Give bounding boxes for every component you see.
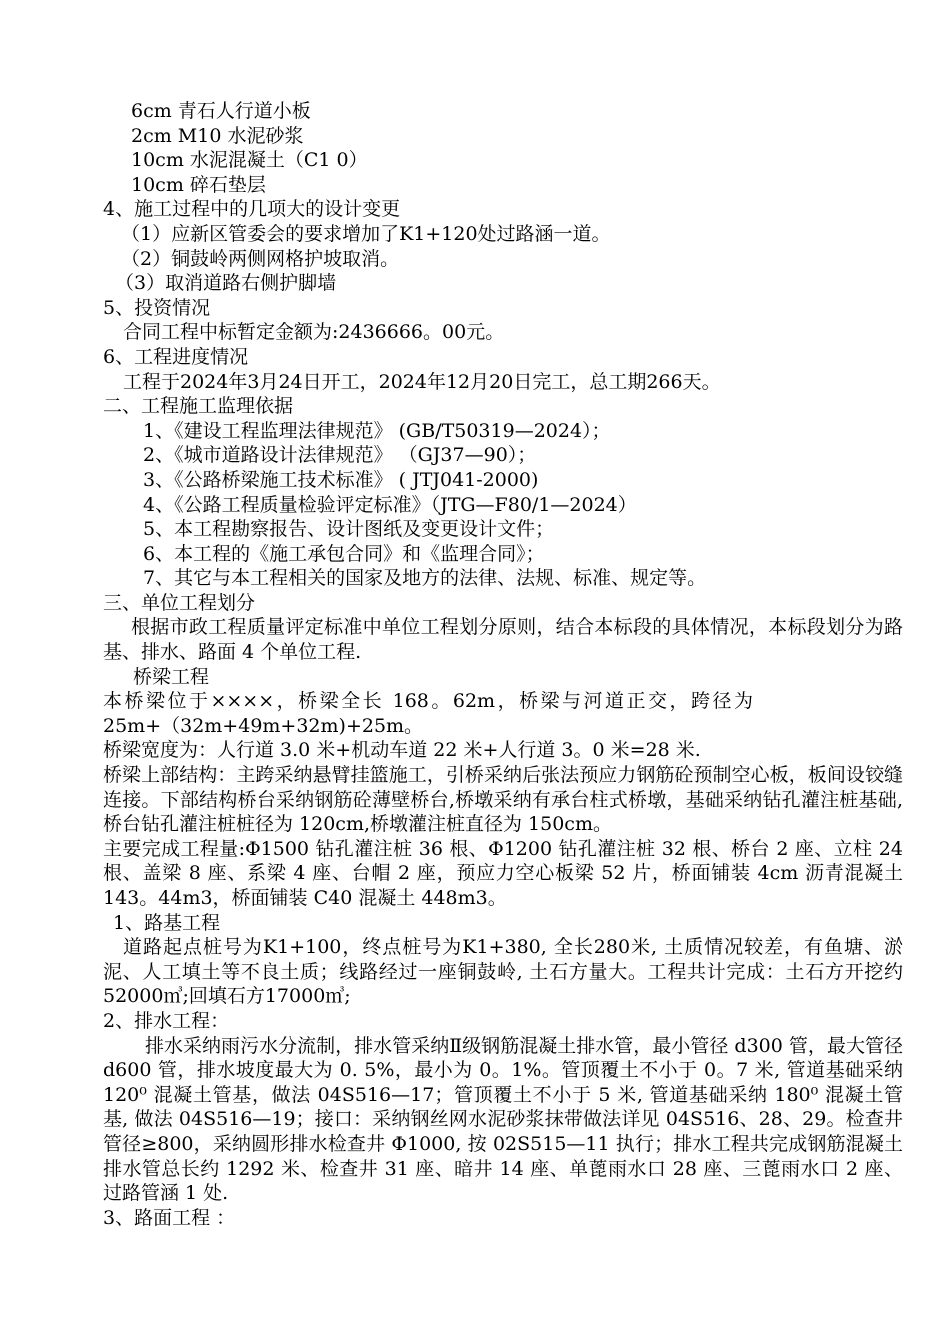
unit-division-text: 根据市政工程质量评定标准中单位工程划分原则，结合本标段的具体情况，本标段划分为路基、排水、路面 4 个单位工程.	[103, 616, 903, 664]
basis-item-5: 5、本工程勘察报告、设计图纸及变更设计文件；	[143, 518, 555, 541]
pavement-layer-4: 10cm 碎石垫层	[131, 173, 266, 196]
progress-text: 工程于2024年3月24日开工，2024年12月20日完工，总工期266天。	[123, 370, 721, 393]
design-change-3: （3）取消道路右侧护脚墙	[115, 272, 337, 295]
design-change-1: （1）应新区管委会的要求增加了K1+120处过路涵一道。	[121, 222, 611, 245]
document-body	[103, 99, 903, 1230]
drainage-text: 排水采纳雨污水分流制，排水管采纳Ⅱ级钢筋混凝土排水管，最小管径 d300 管，最大管径 d600 管，排水坡度最大为 0. 5%，最小为 0。1%。管顶覆土不小于 0。7 米, 管道基础采纳 120⁰ 混凝土管基，做法 04S516—17；管顶覆土不小于 5 米, 管道基础采纳 180⁰ 混凝土管基, 做法 04S516—19；接口：采纳钢丝网水泥砂浆抹带做法详见 04S516、28、29。检查井管径≥800，采纳圆形排水检查井 Φ1000, 按 02S515—11 执行；排水工程共完成钢筋混凝土排水管总长约 1292 米、检查井 31 座、暗井 14 座、单蓖雨水口 28 座、三蓖雨水口 2 座、过路管涵 1 处.	[103, 1034, 903, 1205]
pavement-layer-1: 6cm 青石人行道小板	[131, 100, 311, 122]
section-heading-investment: 5、投资情况	[103, 296, 211, 319]
design-change-2: （2）铜鼓岭两侧网格护坡取消。	[121, 247, 400, 270]
roadbed-text: 道路起点桩号为K1+100，终点桩号为K1+380, 全长280米, 土质情况较差，有鱼塘、淤泥、人工填土等不良土质；线路经过一座铜鼓岭, 土石方量大。工程共计完成：土石方开挖约52000㎥;回填石方17000㎥;	[103, 936, 903, 1008]
basis-item-7: 7、其它与本工程相关的国家及地方的法律、法规、标准、规定等。	[143, 567, 707, 590]
section-heading-basis: 二、工程施工监理依据	[103, 395, 294, 418]
bridge-location-text: 本桥梁位于××××，桥梁全长 168。62m，桥梁与河道正交，跨径为 25m+（32m+49m+32m)+25m。	[103, 690, 753, 737]
section-heading-progress: 6、工程进度情况	[103, 345, 249, 368]
drainage-heading: 2、排水工程：	[103, 1009, 230, 1032]
basis-item-1: 1、《建设工程监理法律规范》 (GB/T50319—2024）；	[143, 419, 611, 442]
basis-item-3: 3、《公路桥梁施工技术标准》 ( JTJ041-2000)	[143, 468, 539, 491]
roadbed-heading: 1、路基工程	[113, 911, 221, 934]
investment-amount: 合同工程中标暂定金额为:2436666。00元。	[123, 321, 505, 344]
pavement-heading: 3、路面工程 ：	[103, 1206, 236, 1229]
basis-item-6: 6、本工程的《施工承包合同》和《监理合同》；	[143, 542, 545, 565]
basis-item-2: 2、《城市道路设计法律规范》 （GJ37—90）；	[143, 444, 537, 467]
pavement-layer-3: 10cm 水泥混凝土（C1 0）	[131, 149, 368, 172]
bridge-structure-text: 桥梁上部结构：主跨采纳悬臂挂篮施工，引桥采纳后张法预应力钢筋砼预制空心板，板间设铰缝连接。下部结构桥台采纳钢筋砼薄壁桥台,桥墩采纳有承台柱式桥墩，基础采纳钻孔灌注桩基础,桥台钻孔灌注桩桩径为 120cm,桥墩灌注桩直径为 150cm。	[103, 764, 903, 836]
bridge-width-text: 桥梁宽度为：人行道 3.0 米+机动车道 22 米+人行道 3。0 米=28 米.	[103, 739, 701, 762]
basis-item-4: 4、《公路工程质量检验评定标准》（JTG—F80/1—2024）	[143, 493, 637, 516]
pavement-layer-2: 2cm M10 水泥砂浆	[131, 124, 304, 147]
bridge-heading: 桥梁工程	[133, 665, 210, 688]
section-heading-unit-division: 三、单位工程划分	[103, 591, 256, 614]
section-heading-design-changes: 4、施工过程中的几项大的设计变更	[103, 198, 401, 221]
bridge-quantities-text: 主要完成工程量:Φ1500 钻孔灌注桩 36 根、Φ1200 钻孔灌注桩 32 根、桥台 2 座、立柱 24 根、盖梁 8 座、系梁 4 座、台帽 2 座，预应力空心板梁 52 片，桥面铺装 4cm 沥青混凝土 143。44m3，桥面铺装 C40 混凝土 448m3。	[103, 837, 903, 909]
